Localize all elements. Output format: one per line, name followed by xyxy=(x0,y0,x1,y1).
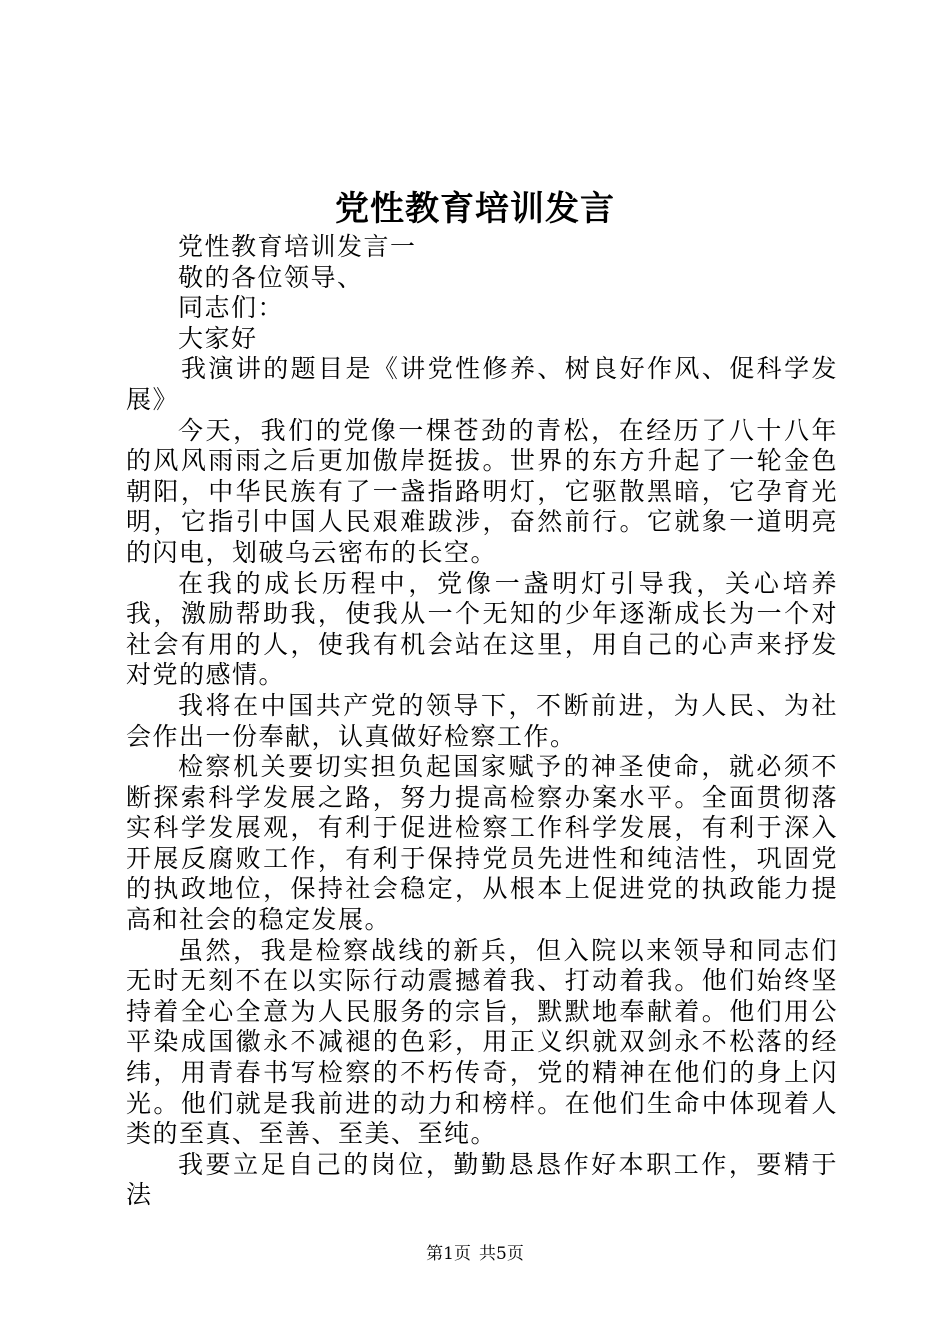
paragraph-body: 检察机关要切实担负起国家赋予的神圣使命，就必须不断探索科学发展之路，努力提高检察办案水平。全面贯彻落实科学发展观，有利于促进检察工作科学发展，有利于深入开展反腐败工作，有利于保持党员先进性和纯洁性，巩固党的执政地位，保持社会稳定，从根本上促进党的执政能力提高和社会的稳定发展。 xyxy=(126,752,838,935)
paragraph-body: 今天，我们的党像一棵苍劲的青松，在经历了八十八年的风风雨雨之后更加傲岸挺拔。世界的东方升起了一轮金色朝阳，中华民族有了一盏指路明灯，它驱散黑暗，它孕育光明，它指引中国人民艰难跋涉，奋然前行。它就象一道明亮的闪电，划破乌云密布的长空。 xyxy=(126,415,838,567)
paragraph-body: 虽然，我是检察战线的新兵，但入院以来领导和同志们无时无刻不在以实际行动震撼着我、打动着我。他们始终坚持着全心全意为人民服务的宗旨，默默地奉献着。他们用公平染成国徽永不减褪的色彩，用正义织就双剑永不松落的经纬，用青春书写检察的不朽传奇，党的精神在他们的身上闪光。他们就是我前进的动力和榜样。在他们生命中体现着人类的至真、至善、至美、至纯。 xyxy=(126,935,838,1149)
document-body xyxy=(126,232,838,1211)
document-title: 党性教育培训发言 xyxy=(335,189,615,229)
paragraph-salutation-comrades: 同志们： xyxy=(178,293,285,323)
page-total: 共5页 xyxy=(479,1244,524,1264)
paragraph-body: 在我的成长历程中，党像一盏明灯引导我，关心培养我，激励帮助我，使我从一个无知的少年逐渐成长为一个对社会有用的人，使我有机会站在这里，用自己的心声来抒发对党的感情。 xyxy=(126,568,838,690)
paragraph-subtitle: 党性教育培训发言一 xyxy=(178,232,417,261)
page-number: 第1页 xyxy=(426,1244,471,1264)
page-footer xyxy=(0,1242,950,1266)
paragraph-body: 我要立足自己的岗位，勤勤恳恳作好本职工作，要精于法 xyxy=(126,1149,838,1210)
paragraph-salutation: 敬的各位领导、 xyxy=(178,262,364,292)
paragraph-greeting: 大家好 xyxy=(178,323,258,353)
paragraph-body: 我将在中国共产党的领导下，不断前进，为人民、为社会作出一份奉献，认真做好检察工作。 xyxy=(126,690,838,751)
paragraph-topic: 我演讲的题目是《讲党性修养、树良好作风、促科学发展》 xyxy=(126,354,838,414)
